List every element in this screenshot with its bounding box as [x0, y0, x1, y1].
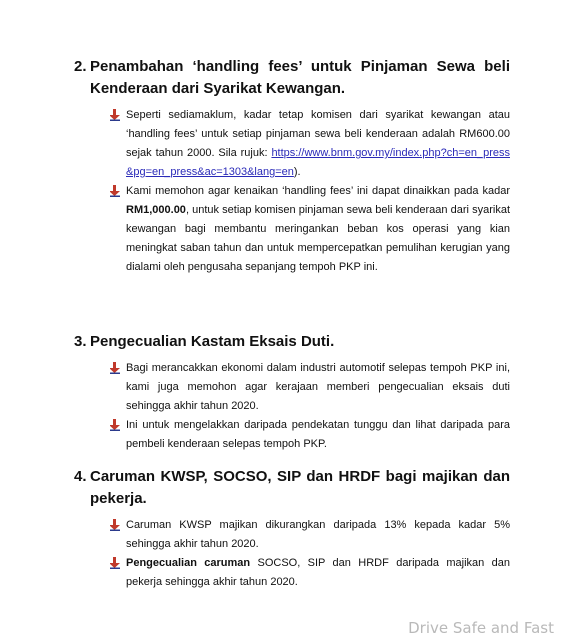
- bullet-list: [74, 106, 510, 277]
- arrow-bullet-icon: [110, 109, 121, 121]
- bullet-text-end: , untuk setiap komisen pinjaman sewa beli kenderaan dari syarikat kewangan bagi membantu meringankan beban kos operasi yang kian meningkat saban tahun dan untuk mempercepatkan pemulihan kerugian yang dialami oleh pengusaha sepanjang tempoh PKP ini.: [126, 204, 510, 273]
- bnm-link[interactable]: https://www.bnm.gov.my/index.php?ch=en_press&pg=en_press&ac=1303&lang=en: [126, 147, 510, 178]
- bullet-bold-text: RM1,000.00: [126, 204, 186, 216]
- bullet-text-end: ).: [293, 166, 301, 178]
- arrow-bullet-icon: [110, 185, 121, 197]
- arrow-bullet-icon: [110, 419, 121, 431]
- watermark: Drive Safe and Fast: [408, 619, 554, 637]
- section-title: Pengecualian Kastam Eksais Duti.: [90, 333, 335, 350]
- section-title: Penambahan ‘handling fees’ untuk Pinjaman Sewa beli Kenderaan dari Syarikat Kewangan.: [90, 58, 510, 97]
- list-item: [110, 516, 510, 554]
- arrow-bullet-icon: [110, 519, 121, 531]
- list-item: [110, 106, 510, 182]
- bullet-text: Bagi merancakkan ekonomi dalam industri automotif selepas tempoh PKP ini, kami juga memohon agar kerajaan memberi pengecualian eksais duti sehingga akhir tahun 2020.: [126, 362, 510, 412]
- bullet-text: Caruman KWSP majikan dikurangkan daripada 13% kepada kadar 5% sehingga akhir tahun 2020.: [126, 519, 510, 550]
- section-excise-duty: [74, 331, 510, 454]
- bullet-text: Seperti sediamaklum, kadar tetap komisen dari syarikat kewangan atau ‘handling fees’ untuk setiap pinjaman sewa beli kenderaan adalah RM600.00 sejak tahun 2000. Sila rujuk:: [126, 109, 510, 159]
- bullet-list: [74, 516, 510, 592]
- section-handling-fees: [74, 56, 510, 277]
- section-heading: [74, 56, 510, 100]
- arrow-bullet-icon: [110, 557, 121, 569]
- section-number: 4.: [74, 468, 87, 485]
- bullet-text: Ini untuk mengelakkan daripada pendekatan tunggu dan lihat daripada para pembeli kenderaan selepas tempoh PKP.: [126, 419, 510, 450]
- list-item: [110, 554, 510, 592]
- bullet-text: Kami memohon agar kenaikan ‘handling fees’ ini dapat dinaikkan pada kadar: [126, 185, 510, 197]
- list-item: [110, 359, 510, 416]
- section-heading: [74, 331, 510, 353]
- section-number: 2.: [74, 58, 87, 75]
- bullet-text-end: SOCSO, SIP dan HRDF daripada majikan dan pekerja sehingga akhir tahun 2020.: [126, 557, 510, 588]
- arrow-bullet-icon: [110, 362, 121, 374]
- bullet-list: [74, 359, 510, 454]
- section-title: Caruman KWSP, SOCSO, SIP dan HRDF bagi majikan dan pekerja.: [90, 468, 510, 507]
- list-item: [110, 182, 510, 277]
- section-number: 3.: [74, 333, 87, 350]
- list-item: [110, 416, 510, 454]
- bullet-bold-text: Pengecualian caruman: [126, 557, 251, 569]
- section-heading: [74, 466, 510, 510]
- section-contributions: [74, 466, 510, 592]
